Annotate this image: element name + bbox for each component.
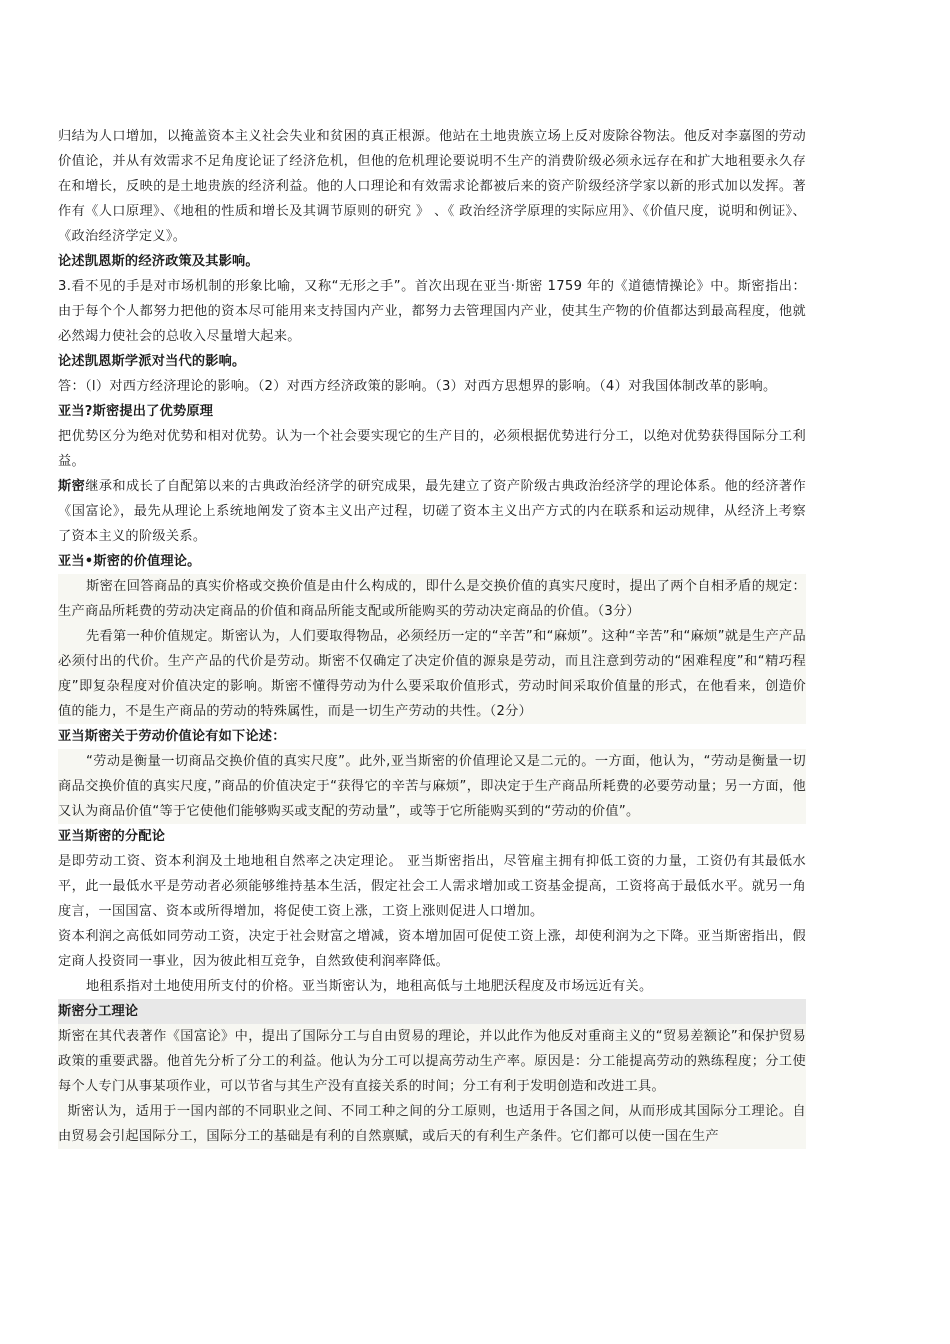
paragraph-smith-classical: [58, 474, 806, 549]
paragraph-labor-value: “劳动是衡量一切商品交换价值的真实尺度”。此外,亚当斯密的价值理论又是二元的。一方面，他认为，“劳动是衡量一切商品交换价值的真实尺度，”商品的价值决定于“获得它的辛苦与麻烦”，即决定于生产商品所耗费的必要劳动量；另一方面，他又认为商品价值“等于它使他们能够购买或支配的劳动量”，或等于它所能购买到的“劳动的价值”。: [58, 749, 806, 824]
heading-advantage-principle: 亚当?斯密提出了优势原理: [58, 404, 214, 419]
heading-keynes-policy: 论述凯恩斯的经济政策及其影响。: [58, 254, 259, 269]
paragraph-keynesian-answer: 答：（l）对西方经济理论的影响。（2）对西方经济政策的影响。（3）对西方思想界的影响。（4）对我国体制改革的影响。: [58, 379, 777, 394]
document-page: [58, 124, 806, 1149]
bold-term-smith: 斯密: [58, 479, 86, 494]
paragraph-international-division: 斯密认为，适用于一国内部的不同职业之间、不同工种之间的分工原则，也适用于各国之间，从而形成其国际分工理论。自由贸易会引起国际分工，国际分工的基础是有利的自然禀赋，或后天的有利生产条件。它们都可以使一国在生产: [58, 1099, 806, 1149]
paragraph-rent: 地租系指对土地使用所支付的价格。亚当斯密认为，地租高低与土地肥沃程度及市场远近有关。: [86, 979, 653, 994]
paragraph-smith-classical-text: 继承和成长了自配第以来的古典政治经济学的研究成果，最先建立了资产阶级古典政治经济学的理论体系。他的经济著作《国富论》，最先从理论上系统地阐发了资本主义出产过程，切磋了资本主义出产方式的内在联系和运动规律，从经济上考察了资本主义的阶级关系。: [58, 479, 806, 544]
paragraph-wages: 是即劳动工资、资本利润及土地地租自然率之决定理论。 亚当斯密指出，尽管雇主拥有抑低工资的力量，工资仍有其最低水平，此一最低水平是劳动者必须能够维持基本生活，假定社会工人需求增加或工资基金提高，工资将高于最低水平。就另一角度言，一国国富、资本或所得增加，将促使工资上涨，工资上涨则促进人口增加。: [58, 854, 806, 919]
paragraph-value-two-definitions: 斯密在回答商品的真实价格或交换价值是由什么构成的，即什么是交换价值的真实尺度时，提出了两个自相矛盾的规定：生产商品所耗费的劳动决定商品的价值和商品所能支配或所能购买的劳动决定商品的价值。（3分）: [58, 574, 806, 624]
heading-smith-value-theory: 亚当•斯密的价值理论。: [58, 554, 201, 569]
heading-division-of-labor: 斯密分工理论: [58, 999, 806, 1024]
paragraph-invisible-hand: 3.看不见的手是对市场机制的形象比喻，又称“无形之手”。首次出现在亚当·斯密 1759 年的《道德情操论》中。斯密指出：由于每个个人都努力把他的资本尽可能用来支持国内产业，都努力去管理国内产业，使其生产物的价值都达到最高程度，他就必然竭力使社会的总收入尽量增大起来。: [58, 279, 806, 344]
heading-distribution-theory: 亚当斯密的分配论: [58, 829, 166, 844]
paragraph-value-first-definition: 先看第一种价值规定。斯密认为，人们要取得物品，必须经历一定的“辛苦”和“麻烦”。这种“辛苦”和“麻烦”就是生产产品必须付出的代价。生产产品的代价是劳动。斯密不仅确定了决定价值的源泉是劳动，而且注意到劳动的“困难程度”和“精巧程度”即复杂程度对价值决定的影响。斯密不懂得劳动为什么要采取价值形式，劳动时间采取价值量的形式，在他看来，创造价值的能力，不是生产商品的劳动的特殊属性，而是一切生产劳动的共性。（2分）: [58, 624, 806, 724]
heading-keynesian-influence: 论述凯恩斯学派对当代的影响。: [58, 354, 246, 369]
paragraph-division-benefits: 斯密在其代表著作《国富论》中，提出了国际分工与自由贸易的理论，并以此作为他反对重商主义的“贸易差额论”和保护贸易政策的重要武器。他首先分析了分工的利益。他认为分工可以提高劳动生产率。原因是：分工能提高劳动的熟练程度；分工使每个人专门从事某项作业，可以节省与其生产没有直接关系的时间；分工有利于发明创造和改进工具。: [58, 1024, 806, 1099]
paragraph-profit: 资本利润之高低如同劳动工资，决定于社会财富之增减，资本增加固可促使工资上涨，却使利润为之下降。亚当斯密指出，假定商人投资同一事业，因为彼此相互竞争，自然致使利润率降低。: [58, 929, 806, 969]
paragraph-advantage-principle: 把优势区分为绝对优势和相对优势。认为一个社会要实现它的生产目的，必须根据优势进行分工，以绝对优势获得国际分工利益。: [58, 429, 806, 469]
heading-labor-value-theory: 亚当斯密关于劳动价值论有如下论述：: [58, 729, 286, 744]
paragraph-malthus-theory: 归结为人口增加，以掩盖资本主义社会失业和贫困的真正根源。他站在土地贵族立场上反对废除谷物法。他反对李嘉图的劳动价值论，并从有效需求不足角度论证了经济危机，但他的危机理论要说明不生产的消费阶级必须永远存在和扩大地租要永久存在和增长，反映的是土地贵族的经济利益。他的人口理论和有效需求论都被后来的资产阶级经济学家以新的形式加以发挥。著作有《人口原理》、《地租的性质和增长及其调节原则的研究 》 、《 政治经济学原理的实际应用》、《价值尺度，说明和例证》、《政治经济学定义》。: [58, 129, 806, 244]
